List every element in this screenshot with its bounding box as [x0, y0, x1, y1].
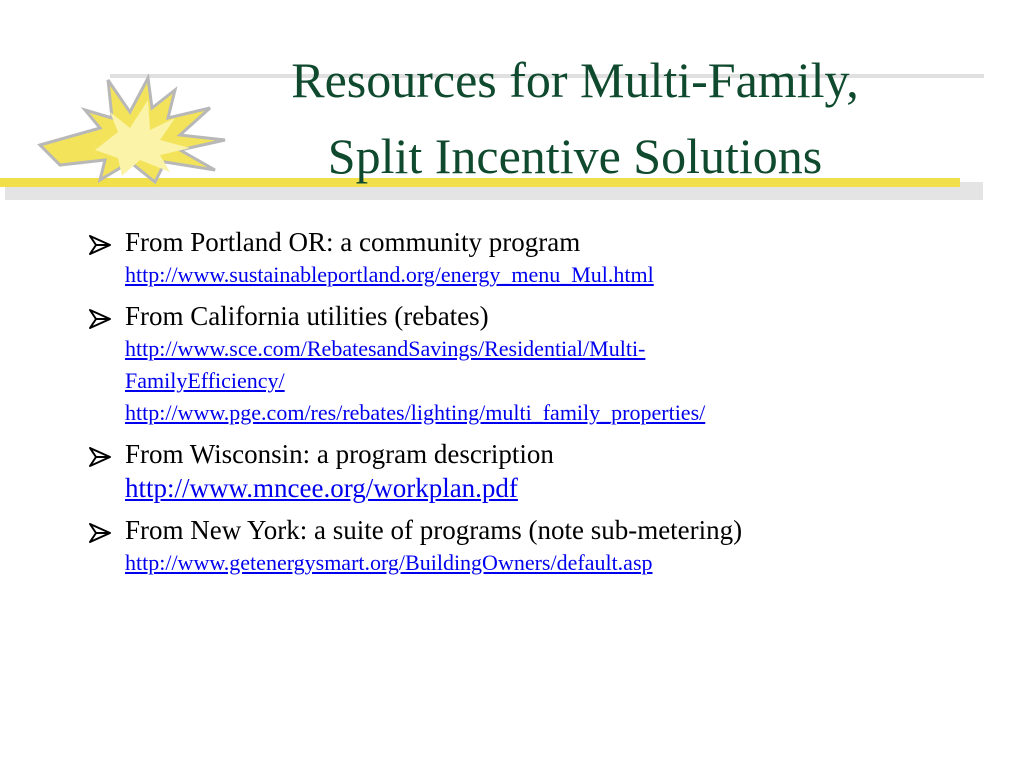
title-line-2: Split Incentive Solutions — [327, 128, 823, 184]
link-pge[interactable]: http://www.pge.com/res/rebates/lighting/multi_family_properties/ — [125, 400, 706, 425]
link-sce-line2[interactable]: FamilyEfficiency/ — [125, 368, 285, 393]
arrow-bullet-icon — [88, 233, 112, 257]
bullet-text: From California utilities (rebates) — [125, 301, 489, 331]
title-line-1: Resources for Multi-Family, — [291, 52, 859, 108]
arrow-bullet-icon — [88, 521, 112, 545]
bullet-portland — [88, 226, 988, 291]
starburst-logo-icon — [0, 0, 1024, 230]
link-sustainableportland[interactable]: http://www.sustainableportland.org/energy_menu_Mul.html — [125, 262, 654, 287]
bullet-text: From Wisconsin: a program description — [125, 439, 554, 469]
bullet-wisconsin — [88, 438, 988, 505]
bullet-newyork — [88, 514, 988, 579]
link-getenergysmart[interactable]: http://www.getenergysmart.org/BuildingOwners/default.asp — [125, 550, 653, 575]
bullet-text: From Portland OR: a community program — [125, 227, 581, 257]
link-sce-line1[interactable]: http://www.sce.com/RebatesandSavings/Residential/Multi- — [125, 336, 646, 361]
link-mncee[interactable]: http://www.mncee.org/workplan.pdf — [125, 473, 518, 503]
bullet-california — [88, 300, 988, 429]
arrow-bullet-icon — [88, 307, 112, 331]
arrow-bullet-icon — [88, 445, 112, 469]
bullet-list — [88, 226, 988, 588]
bullet-text: From New York: a suite of programs (note sub-metering) — [125, 515, 743, 545]
